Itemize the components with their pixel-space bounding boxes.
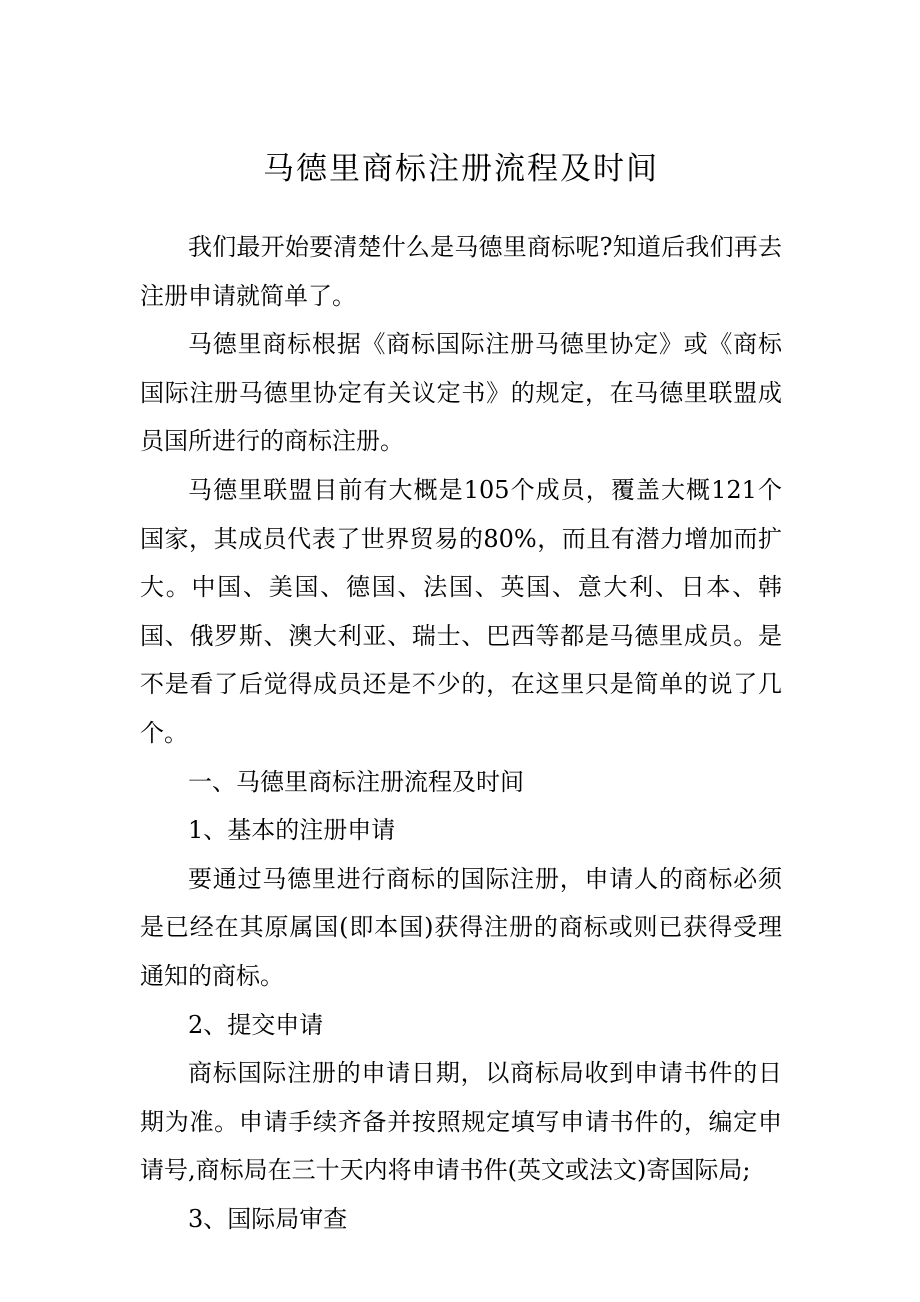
- document-title: 马德里商标注册流程及时间: [263, 151, 659, 187]
- section-heading-process: 一、马德里商标注册流程及时间: [188, 767, 524, 796]
- paragraph-definition: 马德里商标根据《商标国际注册马德里协定》或《商标国际注册马德里协定有关议定书》的规定，在马德里联盟成员国所进行的商标注册。: [140, 330, 782, 456]
- paragraph-basic-application: 要通过马德里进行商标的国际注册，申请人的商标必须是已经在其原属国(即本国)获得注册的商标或则已获得受理通知的商标。: [140, 864, 782, 990]
- paragraph-intro: 我们最开始要清楚什么是马德里商标呢?知道后我们再去注册申请就简单了。: [140, 233, 782, 310]
- paragraph-members: 马德里联盟目前有大概是105个成员，覆盖大概121个国家，其成员代表了世界贸易的80%，而且有潜力增加而扩大。中国、美国、德国、法国、英国、意大利、日本、韩国、俄罗斯、澳大利亚、瑞士、巴西等都是马德里成员。是不是看了后觉得成员还是不少的，在这里只是简单的说了几个。: [140, 475, 782, 747]
- paragraph-submit: 商标国际注册的申请日期，以商标局收到申请书件的日期为准。申请手续齐备并按照规定填写申请书件的，编定申请号,商标局在三十天内将申请书件(英文或法文)寄国际局;: [140, 1059, 782, 1185]
- step-heading-submit: 2、提交申请: [188, 1010, 324, 1039]
- document-body: [140, 223, 782, 1243]
- step-heading-basic-application: 1、基本的注册申请: [188, 816, 396, 845]
- step-heading-review: 3、国际局审查: [188, 1204, 348, 1233]
